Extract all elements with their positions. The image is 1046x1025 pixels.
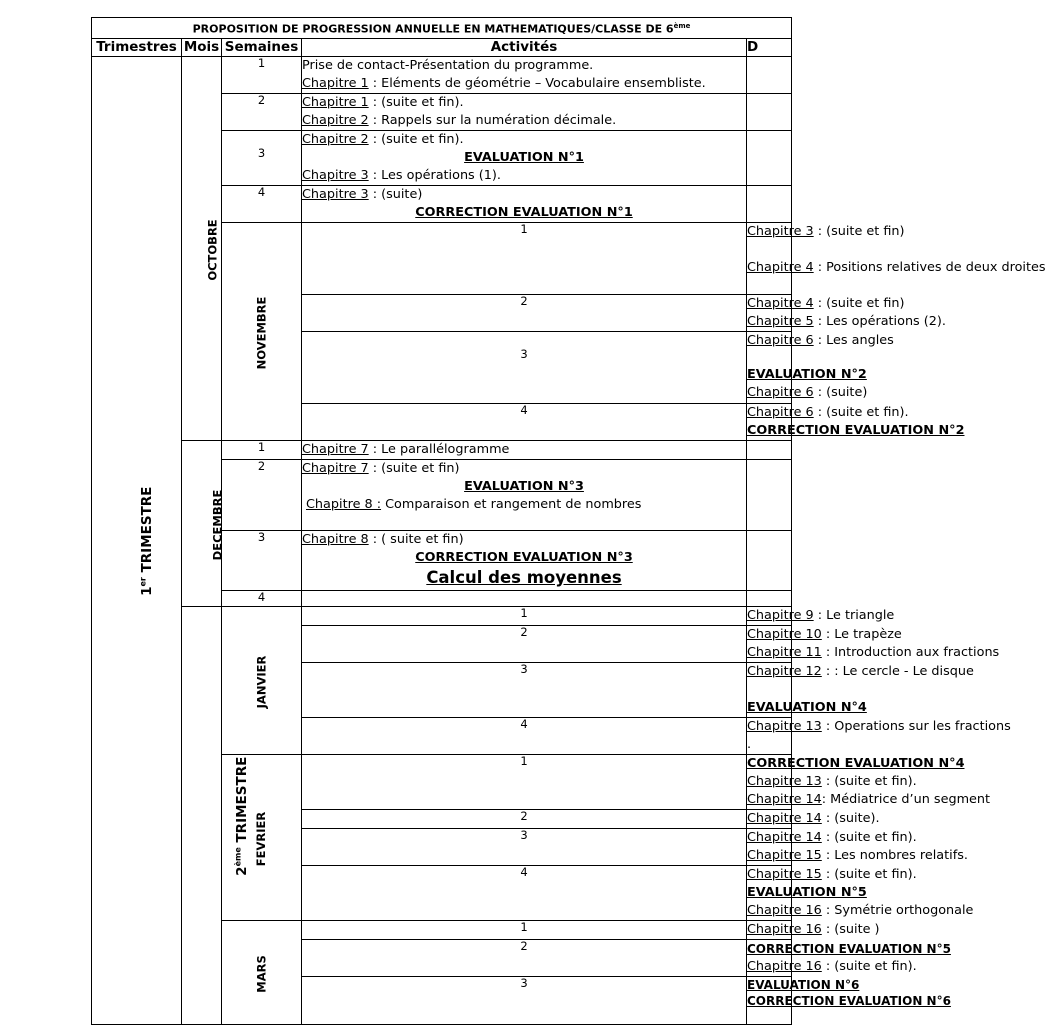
month-novembre: NOVEMBRE <box>222 222 302 440</box>
progression-table <box>91 17 1046 1025</box>
correction-label: CORRECTION EVALUATION N°5 <box>747 941 951 956</box>
week-number: 1 <box>302 754 747 809</box>
header-row <box>92 38 792 56</box>
activity-line <box>747 241 791 259</box>
activity-line: Chapitre 8 : ( suite et fin) <box>302 531 464 547</box>
activity-cell <box>302 130 747 185</box>
week-number: 1 <box>302 920 747 939</box>
correction-label: CORRECTION EVALUATION N°1 <box>415 204 633 220</box>
activity-cell <box>747 976 951 1024</box>
activity-line: Chapitre 5 : Les opérations (2). <box>747 313 946 329</box>
correction-label: CORRECTION EVALUATION N°4 <box>747 755 965 771</box>
week-number: 1 <box>302 606 747 625</box>
activity-line: Chapitre 11 : Introduction aux fractions <box>747 644 1000 660</box>
correction-label: CORRECTION EVALUATION N°6 <box>747 993 951 1008</box>
activity-line: Chapitre 14 : (suite). <box>747 810 880 826</box>
week-number: 3 <box>302 828 747 865</box>
activity-line: Prise de contact-Présentation du programme. <box>302 57 594 73</box>
activity-line: Chapitre 10 : Le trapèze <box>747 626 902 642</box>
title-sup: ème <box>673 22 691 30</box>
table-row <box>92 606 792 625</box>
evaluation-label: EVALUATION N°5 <box>747 884 867 900</box>
header-d: D <box>747 38 792 56</box>
trimestre-2-label: 2ème TRIMESTRE <box>233 756 250 876</box>
activity-line: Chapitre 9 : Le triangle <box>747 607 895 623</box>
activity-cell <box>747 606 895 625</box>
evaluation-label: EVALUATION N°4 <box>747 699 867 715</box>
activity-cell <box>302 459 747 530</box>
trimestre-2-cell <box>182 606 250 1024</box>
activity-cell <box>747 717 1011 754</box>
activity-line: Chapitre 7 : (suite et fin) <box>302 460 460 476</box>
activity-line: . <box>747 736 752 752</box>
activity-line: Chapitre 14 : (suite et fin). <box>747 829 917 845</box>
activity-line: Chapitre 3 : (suite et fin) <box>747 223 905 239</box>
evaluation-label: EVALUATION N°1 <box>464 149 584 165</box>
week-number: 1 <box>222 56 302 93</box>
activity-line: Chapitre 13 : (suite et fin). <box>747 773 917 789</box>
activity-line: Chapitre 6 : Les angles <box>747 332 894 348</box>
header-semaines: Semaines <box>222 38 302 56</box>
trimestre-1-label: 1er TRIMESTRE <box>138 486 155 597</box>
trimestre-1-cell <box>92 56 182 1024</box>
week-number: 4 <box>302 717 747 754</box>
month-octobre: OCTOBRE <box>182 56 222 440</box>
week-number: 4 <box>302 403 747 440</box>
activity-cell <box>747 828 968 865</box>
activity-line: Chapitre 6 : (suite et fin). <box>747 404 909 420</box>
week-number: 3 <box>302 331 747 403</box>
d-cell <box>747 185 792 222</box>
activity-line: Chapitre 14: Médiatrice d’un segment <box>747 791 991 807</box>
activity-cell <box>302 440 747 459</box>
activity-cell <box>302 56 747 93</box>
d-cell <box>747 93 792 130</box>
activity-cell <box>302 530 747 590</box>
activity-cell <box>747 331 894 403</box>
header-trimestres: Trimestres <box>92 38 182 56</box>
calcul-moyennes-label: Calcul des moyennes <box>426 567 622 587</box>
evaluation-label: EVALUATION N°3 <box>464 478 584 494</box>
week-number: 3 <box>222 530 302 590</box>
evaluation-label: EVALUATION N°6 <box>747 977 860 992</box>
week-number: 2 <box>302 625 747 662</box>
activity-cell <box>747 403 965 440</box>
activity-cell <box>747 809 880 828</box>
evaluation-label: EVALUATION N°2 <box>747 366 867 382</box>
activity-line: Chapitre 16 : (suite ) <box>747 921 880 937</box>
document-title <box>92 18 792 39</box>
activity-line: Chapitre 7 : Le parallélogramme <box>302 441 510 457</box>
activity-cell <box>747 222 1046 294</box>
activity-line: Chapitre 13 : Operations sur les fractions <box>747 718 1011 734</box>
activity-line: Chapitre 16 : Symétrie orthogonale <box>747 902 974 918</box>
week-number: 2 <box>302 809 747 828</box>
week-number: 2 <box>302 294 747 331</box>
activity-cell <box>747 662 974 717</box>
activity-cell <box>747 939 951 976</box>
month-decembre: DECEMBRE <box>182 440 222 606</box>
d-cell <box>747 590 792 606</box>
week-number: 4 <box>222 590 302 606</box>
activity-line: Chapitre 4 : Positions relatives de deux droites <box>747 259 1046 275</box>
table-row <box>92 440 792 459</box>
activity-line: Chapitre 3 : Les opérations (1). <box>302 167 501 183</box>
activity-cell <box>747 920 880 939</box>
week-number: 4 <box>302 865 747 920</box>
week-number: 1 <box>222 440 302 459</box>
activity-line: Chapitre 12 : : Le cercle - Le disque <box>747 663 974 679</box>
activity-line: Chapitre 2 : Rappels sur la numération décimale. <box>302 112 617 128</box>
activity-line: Chapitre 1 : (suite et fin). <box>302 94 464 110</box>
activity-line: Chapitre 6 : (suite) <box>747 384 868 400</box>
month-janvier: JANVIER <box>222 606 302 754</box>
week-number: 2 <box>302 939 747 976</box>
header-activites: Activités <box>302 38 747 56</box>
title-row <box>92 18 792 39</box>
week-number: 2 <box>222 93 302 130</box>
week-number: 2 <box>222 459 302 530</box>
month-fevrier: FEVRIER <box>222 754 302 920</box>
activity-line: Chapitre 2 : (suite et fin). <box>302 131 464 147</box>
activity-cell <box>747 754 991 809</box>
activity-cell <box>302 185 747 222</box>
week-number: 3 <box>222 130 302 185</box>
d-cell <box>747 530 792 590</box>
d-cell <box>747 459 792 530</box>
d-cell <box>747 56 792 93</box>
activity-line: Chapitre 1 : Eléments de géométrie – Vocabulaire ensembliste. <box>302 75 706 91</box>
activity-line: Chapitre 15 : Les nombres relatifs. <box>747 847 968 863</box>
title-main: PROPOSITION DE PROGRESSION ANNUELLE EN MATHEMATIQUES/CLASSE DE 6 <box>192 22 674 36</box>
spacer-line <box>747 681 791 699</box>
correction-label: CORRECTION EVALUATION N°2 <box>747 422 965 438</box>
activity-cell <box>302 590 747 606</box>
week-number: 4 <box>222 185 302 222</box>
activity-cell <box>747 294 946 331</box>
correction-label: CORRECTION EVALUATION N°3 <box>415 549 633 565</box>
week-number: 3 <box>302 662 747 717</box>
activity-cell <box>302 93 747 130</box>
activity-line: Chapitre 8 : Comparaison et rangement de nombres <box>306 496 642 512</box>
d-cell <box>747 130 792 185</box>
week-number: 3 <box>302 976 747 1024</box>
table-row <box>92 56 792 93</box>
d-cell <box>747 440 792 459</box>
activity-cell <box>747 625 1000 662</box>
month-mars: MARS <box>222 920 302 1024</box>
header-mois: Mois <box>182 38 222 56</box>
spacer-line <box>747 350 791 366</box>
activity-line: Chapitre 4 : (suite et fin) <box>747 295 905 311</box>
activity-line: Chapitre 15 : (suite et fin). <box>747 866 917 882</box>
activity-line: Chapitre 16 : (suite et fin). <box>747 958 917 974</box>
week-number: 1 <box>302 222 747 294</box>
activity-line: Chapitre 3 : (suite) <box>302 186 423 202</box>
activity-cell <box>747 865 974 920</box>
